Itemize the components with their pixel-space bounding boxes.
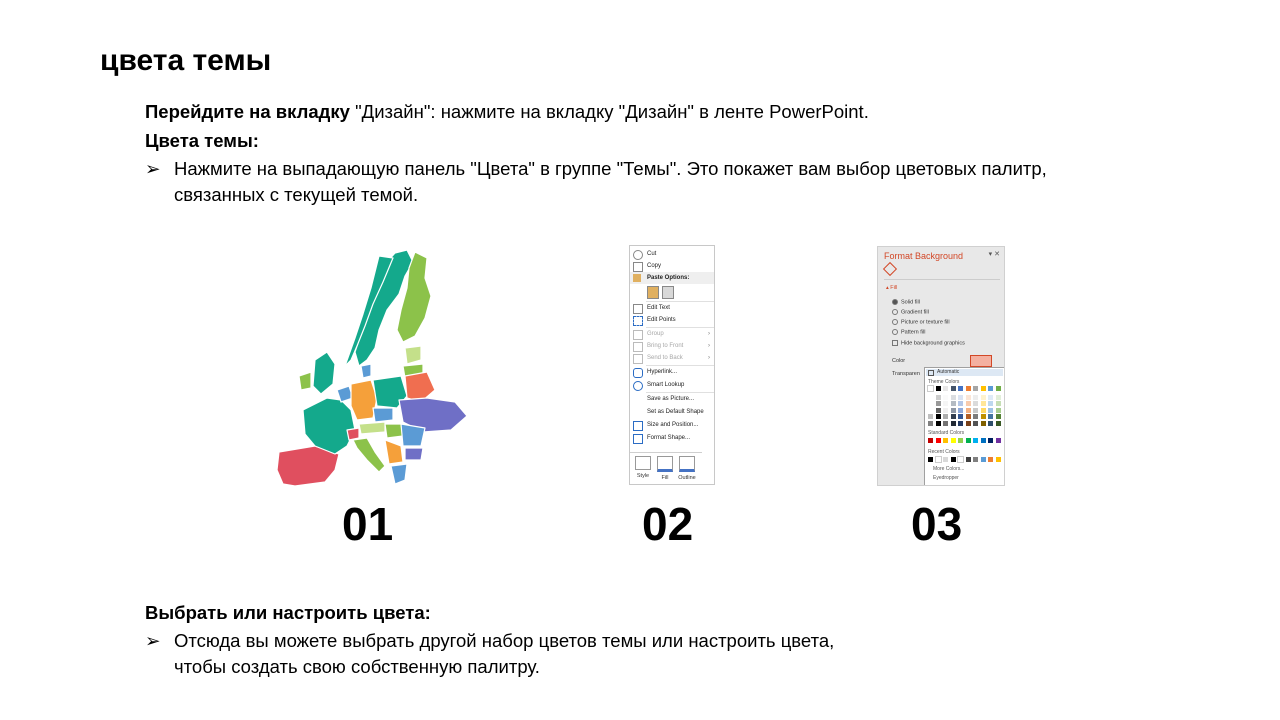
map-region-greece: [391, 464, 407, 484]
color-swatch: [943, 401, 948, 406]
menu-item-smart-lookup: Smart Lookup: [630, 379, 714, 391]
color-swatch: [988, 414, 993, 419]
transparency-label: Transparen: [892, 371, 920, 377]
map-region-ireland: [299, 372, 311, 390]
color-swatch: [928, 457, 933, 462]
color-swatch: [943, 421, 948, 426]
color-swatch: [973, 414, 978, 419]
edit-points-icon: [633, 316, 643, 326]
color-swatch: [958, 408, 963, 413]
color-swatch: [928, 386, 933, 391]
color-swatch: [966, 395, 971, 400]
menu-item-paste-options: Paste Options:: [630, 272, 714, 284]
bring-front-icon: [633, 342, 643, 352]
option-gradient-fill: Gradient fill: [892, 309, 929, 315]
color-swatch: [958, 457, 963, 462]
menu-item-group: Group ›: [630, 328, 714, 340]
map-region-baltic: [405, 346, 421, 364]
map-region-italy: [353, 438, 385, 472]
color-swatch: [981, 457, 986, 462]
color-swatch: [973, 401, 978, 406]
pane-close-icon: ▾ ✕: [988, 251, 1000, 258]
menu-item-set-default-shape: Set as Default Shape: [647, 409, 704, 415]
menu-item-send-to-back: Send to Back ›: [630, 352, 714, 364]
color-swatch: [936, 438, 941, 443]
color-swatch: [988, 421, 993, 426]
color-swatch: [966, 408, 971, 413]
color-swatch: [928, 408, 933, 413]
color-swatch: [958, 386, 963, 391]
color-swatch: [981, 421, 986, 426]
color-swatch: [951, 386, 956, 391]
color-swatch: [936, 414, 941, 419]
mini-style-button: Style: [632, 456, 654, 484]
color-swatch: [928, 395, 933, 400]
color-swatch: [988, 386, 993, 391]
outro-heading: Выбрать или настроить цвета:: [145, 602, 431, 623]
color-swatch: [988, 401, 993, 406]
color-swatch: [951, 457, 956, 462]
color-swatch: [943, 386, 948, 391]
fill-section: ▴ Fill: [886, 285, 898, 291]
option-solid-fill: Solid fill: [892, 299, 920, 305]
map-region-germany: [351, 380, 377, 420]
color-swatch: [928, 421, 933, 426]
color-swatch: [936, 408, 941, 413]
color-palette: [924, 367, 1005, 486]
map-region-hungary: [385, 424, 403, 438]
map-region-romania: [401, 424, 425, 446]
color-swatch: [981, 386, 986, 391]
color-swatch: [943, 414, 948, 419]
option-picture-fill: Picture or texture fill: [892, 319, 950, 325]
color-swatch: [973, 408, 978, 413]
europe-map-image: [275, 248, 470, 488]
scissors-icon: [633, 250, 643, 260]
search-icon: [633, 381, 643, 391]
color-swatch: [966, 401, 971, 406]
color-swatch: [996, 408, 1001, 413]
map-region-bulgaria: [405, 448, 423, 460]
color-swatch: [928, 414, 933, 419]
palette-automatic: Automatic: [926, 369, 1003, 376]
number-02: 02: [642, 498, 694, 550]
map-region-balkans: [385, 440, 403, 464]
menu-item-bring-to-front: Bring to Front ›: [630, 340, 714, 352]
color-swatch: [951, 438, 956, 443]
color-swatch: [958, 414, 963, 419]
color-swatch: [951, 401, 956, 406]
color-label: Color: [892, 358, 906, 364]
option-pattern-fill: Pattern fill: [892, 329, 925, 335]
outro-bullet-line2: чтобы создать свою собственную палитру.: [174, 656, 540, 677]
color-swatch: [936, 421, 941, 426]
color-swatch: [951, 408, 956, 413]
send-back-icon: [633, 354, 643, 364]
size-position-icon: [633, 421, 643, 431]
pane-title: Format Background: [884, 251, 964, 261]
color-swatch: [936, 395, 941, 400]
color-swatch: [981, 395, 986, 400]
color-swatch: [996, 386, 1001, 391]
paste-keep-icon: [647, 286, 659, 299]
color-swatch: [966, 457, 971, 462]
copy-icon: [633, 262, 643, 272]
color-swatch: [943, 408, 948, 413]
color-swatch: [996, 395, 1001, 400]
color-swatch: [981, 438, 986, 443]
more-colors: More Colors...: [933, 466, 965, 472]
menu-item-format-shape: Format Shape...: [630, 432, 714, 444]
intro-bullet-line2: связанных с текущей темой.: [174, 184, 419, 205]
color-swatch: [936, 457, 941, 462]
edit-text-icon: [633, 304, 643, 314]
color-swatch: [981, 401, 986, 406]
color-swatch: [966, 438, 971, 443]
paint-bucket-icon: [883, 262, 897, 276]
color-swatch: [951, 414, 956, 419]
color-swatch: [943, 438, 948, 443]
intro-step: [145, 99, 869, 125]
color-swatch: [996, 421, 1001, 426]
color-swatch: [988, 408, 993, 413]
link-icon: [633, 368, 643, 378]
color-swatch: [996, 401, 1001, 406]
color-swatch: [981, 408, 986, 413]
menu-item-hyperlink: Hyperlink...: [630, 366, 714, 378]
eyedropper: Eyedropper: [933, 475, 959, 481]
outline-pen-icon: [679, 456, 695, 472]
format-background-image: [877, 246, 1005, 486]
map-region-france: [303, 398, 355, 454]
map-region-denmark: [361, 364, 371, 378]
color-swatch: [958, 401, 963, 406]
intro-step-rest: "Дизайн": нажмите на вкладку "Дизайн" в ленте PowerPoint.: [349, 101, 869, 122]
style-icon: [635, 456, 651, 470]
intro-bullet-line1: Нажмите на выпадающую панель "Цвета" в группе "Темы". Это покажет вам выбор цветовых палитр,: [174, 158, 1047, 179]
color-swatch: [943, 395, 948, 400]
bullet-arrow-icon: ➢: [145, 158, 161, 179]
map-region-switzerland: [347, 428, 359, 440]
map-region-uk: [313, 352, 335, 394]
mini-outline-button: Outline: [676, 456, 698, 484]
menu-item-copy: Copy: [630, 260, 714, 272]
fill-bucket-icon: [657, 456, 673, 472]
color-swatch: [966, 414, 971, 419]
color-swatch: [973, 386, 978, 391]
color-swatch: [951, 421, 956, 426]
theme-colors-label: Theme Colors: [928, 379, 960, 385]
color-swatch: [943, 457, 948, 462]
mini-fill-button: Fill: [654, 456, 676, 484]
recent-colors-label: Recent Colors: [928, 449, 960, 455]
pane-divider: [884, 279, 1000, 280]
color-swatch: [973, 438, 978, 443]
paste-options-icons: [630, 284, 714, 300]
color-swatch: [966, 386, 971, 391]
menu-item-edit-points: Edit Points: [630, 314, 714, 326]
outro-bullet-line1: Отсюда вы можете выбрать другой набор цветов темы или настроить цвета,: [174, 630, 835, 651]
color-swatch: [958, 395, 963, 400]
color-swatch: [928, 401, 933, 406]
color-swatch: [973, 457, 978, 462]
color-swatch: [951, 395, 956, 400]
color-swatch: [988, 438, 993, 443]
slide-title: цвета темы: [100, 44, 272, 77]
standard-colors-label: Standard Colors: [928, 430, 965, 436]
color-swatch: [958, 421, 963, 426]
color-swatch: [928, 438, 933, 443]
format-shape-icon: [633, 434, 643, 444]
map-region-austria: [359, 422, 385, 434]
number-01: 01: [342, 498, 394, 550]
option-hide-bg: Hide background graphics: [892, 340, 965, 346]
menu-item-cut: Cut: [630, 248, 714, 260]
color-swatch: [936, 386, 941, 391]
color-swatch: [936, 401, 941, 406]
clipboard-icon: [633, 274, 641, 282]
number-03: 03: [911, 498, 963, 550]
bullet-arrow-icon: ➢: [145, 630, 161, 651]
group-icon: [633, 330, 643, 340]
color-swatch: [973, 395, 978, 400]
intro-step-bold: Перейдите на вкладку: [145, 101, 350, 122]
map-region-czech: [373, 408, 393, 422]
intro-heading: Цвета темы:: [145, 130, 259, 151]
menu-item-edit-text: Edit Text: [630, 302, 714, 314]
color-swatch: [996, 457, 1001, 462]
color-swatch: [996, 414, 1001, 419]
paste-picture-icon: [662, 286, 674, 299]
menu-item-save-as-picture: Save as Picture...: [647, 396, 695, 402]
color-swatch: [966, 421, 971, 426]
map-region-belarus: [405, 372, 435, 402]
color-picker-button: [970, 355, 992, 367]
color-swatch: [988, 395, 993, 400]
context-menu-image: [629, 245, 715, 485]
color-swatch: [981, 414, 986, 419]
color-swatch: [973, 421, 978, 426]
color-swatch: [988, 457, 993, 462]
color-swatch: [996, 438, 1001, 443]
color-swatch: [958, 438, 963, 443]
menu-item-size-position: Size and Position...: [630, 419, 714, 431]
mini-toolbar: [630, 452, 702, 485]
